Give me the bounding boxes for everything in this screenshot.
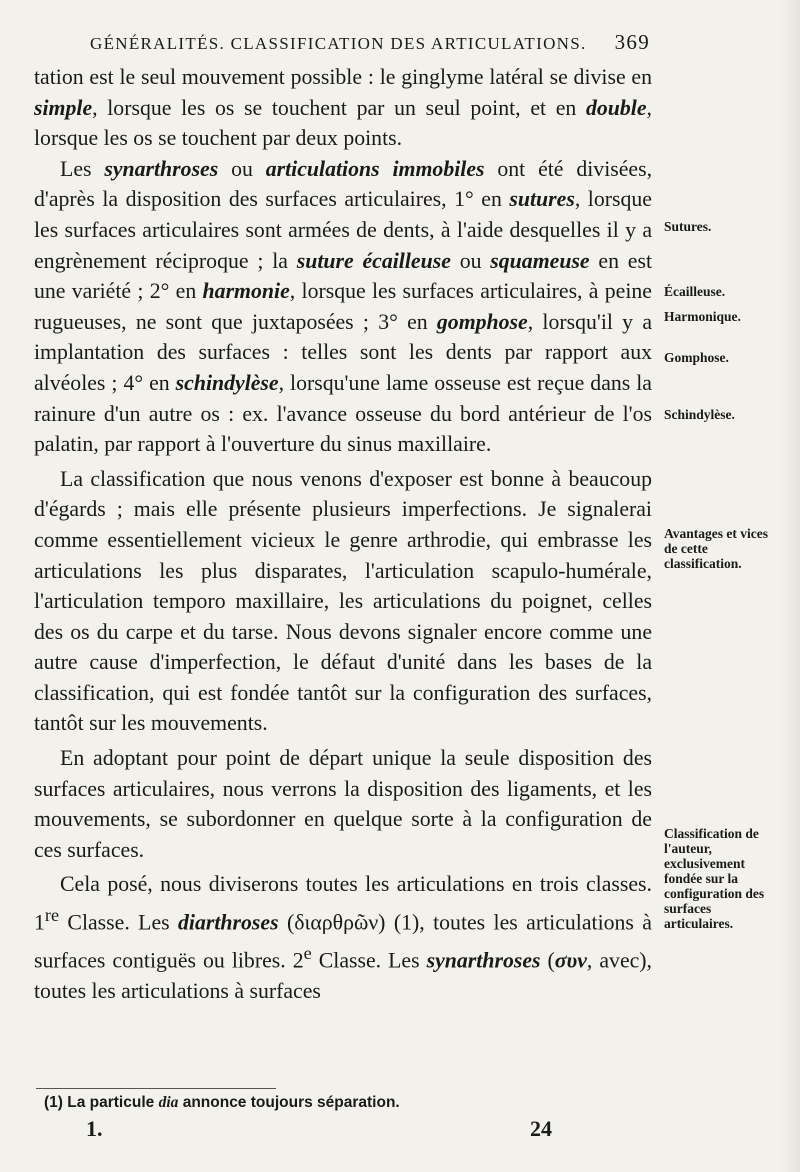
footnote-rule	[36, 1088, 276, 1089]
signature-mark-left: 1.	[86, 1116, 103, 1141]
running-title: GÉNÉRALITÉS. CLASSIFICATION DES ARTICULATIONS.	[90, 34, 587, 53]
footnote: (1) La particule dia annonce toujours séparation.	[44, 1094, 400, 1111]
paragraph-synarthroses: Les synarthroses ou articulations immobiles ont été divisées, d'après la disposition des surfaces articulaires, 1° en sutures, lorsque les surfaces articulaires sont armées de dents, à l'aide desquelles il y a engrènement réciproque ; la suture écailleuse ou squameuse en est une variété ; 2° en harmonie, lorsque les surfaces articulaires, à peine rugueuses, ne sont que juxtaposées ; 3° en gomphose, lorsqu'il y a implantation des surfaces : telles sont les dents par rapport aux alvéoles ; 4° en schindylèse, lorsqu'une lame osseuse est reçue dans la rainure d'un autre os : ex. l'avance osseuse du bord antérieur de l'os palatin, par rapport à l'ouverture du sinus maxillaire.	[34, 156, 653, 457]
margin-note-classification-auteur: Classification de l'auteur, exclusivement fondée sur la configuration des surfaces articulaires.	[664, 826, 765, 931]
signature-mark-right: 24	[530, 1116, 552, 1141]
margin-note-ecailleuse: Écailleuse.	[664, 284, 726, 299]
page-number: 369	[614, 30, 650, 54]
margin-note-avantages: Avantages et vices de cette classification.	[664, 526, 768, 571]
paragraph-trois-classes: Cela posé, nous diviserons toutes les articulations en trois classes. 1re Classe. Les diarthroses (διαρθρῶν) (1), toutes les articulations à surfaces contiguës ou libres. 2e Classe. Les synarthroses (συν, avec), toutes les articulations à surfaces	[34, 872, 652, 1003]
paragraph-ginglyme: tation est le seul mouvement possible : le ginglyme latéral se divise en simple, lorsque les os se touchent par un seul point, et en double, lorsque les os se touchent par deux points.	[34, 65, 652, 151]
margin-note-schindylese: Schindylèse.	[664, 407, 735, 422]
paragraph-critique: La classification que nous venons d'exposer est bonne à beaucoup d'égards ; mais elle présente plusieurs imperfections. Je signalerai comme essentiellement vicieux le genre arthrodie, qui embrasse les articulations les plus disparates, l'articulation scapulo-humérale, l'articulation temporo maxillaire, les articulations du poignet, celles des os du carpe et du tarse. Nous devons signaler encore comme une autre cause d'imperfection, le défaut d'unité dans les bases de la classification, qui est fondée tantôt sur la configuration des surfaces, tantôt sur les mouvements.	[34, 466, 652, 736]
paragraph-point-de-depart: En adoptant pour point de départ unique la seule disposition des surfaces articulaires, nous verrons la disposition des ligaments, et les mouvements, se subordonner en quelque sorte à la configuration de ces surfaces.	[34, 746, 652, 862]
margin-note-harmonique: Harmonique.	[664, 309, 741, 324]
margin-note-gomphose: Gomphose.	[664, 350, 729, 365]
margin-note-sutures: Sutures.	[664, 219, 712, 234]
page-edge-shadow	[780, 0, 800, 1172]
